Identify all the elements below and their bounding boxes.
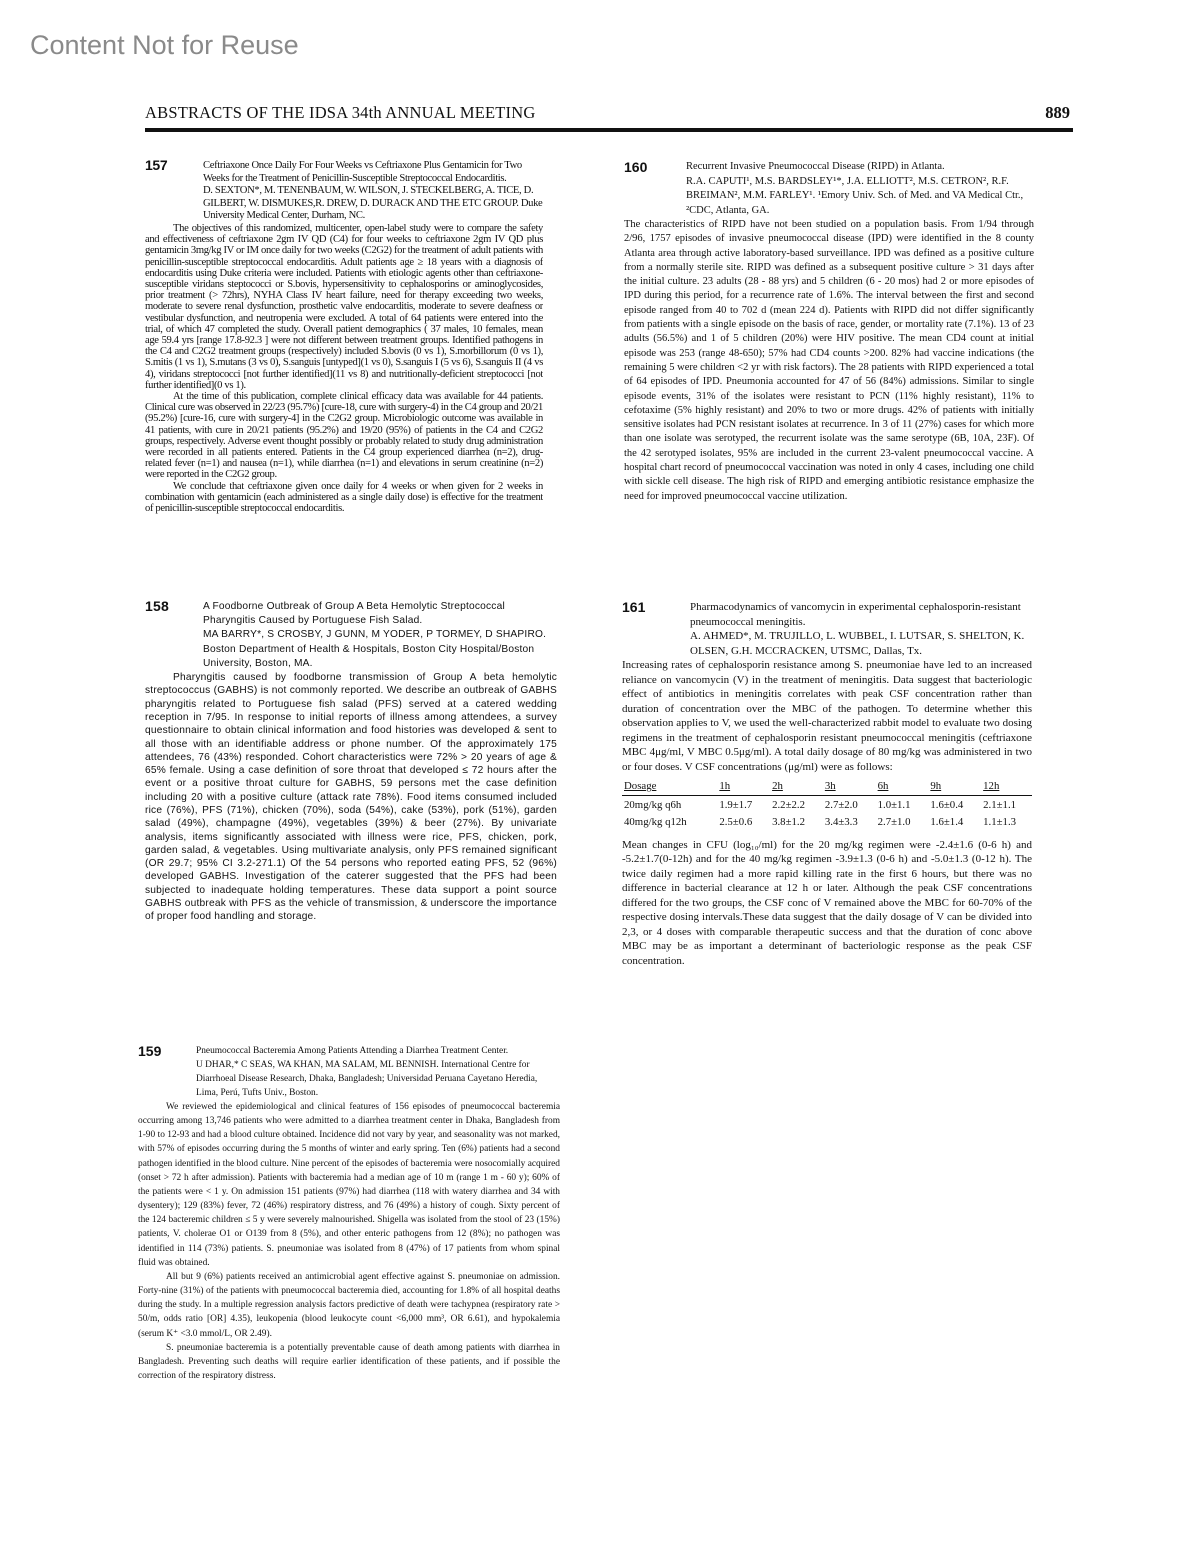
abstract-affiliation: Boston Department of Health & Hospitals, Boston City Hospital/Boston University, Boston, MA. — [203, 643, 535, 669]
table-cell: 1.6±0.4 — [930, 798, 964, 811]
watermark: Content Not for Reuse — [30, 30, 299, 60]
abstract-authors: U DHAR,* C SEAS, WA KHAN, MA SALAM, ML BENNISH. — [196, 1060, 439, 1070]
paragraph: Increasing rates of cephalosporin resistance among S. pneumoniae have led to an increased reliance on vancomycin (V) in the treatment of meningitis. Data suggest that bacteriologic effect of antibiotics in meningitis correlates with peak CSF concentration rather than duration of concentration over the MBC of the pathogen. To determine whether this observation applies to V, we used the well-characterized rabbit model to evaluate two dosing regimens in the treatment of cephalosporin resistant pneumococcal meningitis (ceftriaxone MBC 4μg/ml, V MBC 0.5μg/ml). A total daily dosage of 80 mg/kg was administered in two or four doses. V CSF concentrations (μg/ml) were as follows: — [622, 659, 1032, 773]
abstract-authors: D. SEXTON*, M. TENENBAUM, W. WILSON, J. STECKELBERG, A. TICE, D. GILBERT, W. DISMUKES,R. DREW, D. DURACK AND THE ETC GROUP. — [203, 185, 534, 209]
table-cell: 20mg/kg q6h — [624, 798, 682, 811]
abstract-number: 161 — [622, 600, 646, 615]
abstract-157 — [145, 160, 543, 560]
table-cell: 2.7±1.0 — [877, 815, 911, 828]
table-cell: 1.6±1.4 — [930, 815, 964, 828]
paragraph: S. pneumoniae bacteremia is a potentially preventable cause of death among patients with diarrhea in Bangladesh. Preventing such deaths will require earlier identification of these patients, and if possible the correction of the respiratory distress. — [138, 1342, 560, 1381]
abstract-161 — [622, 600, 1032, 1040]
table-header-cell: 9h — [928, 778, 981, 795]
abstract-body — [624, 218, 1034, 504]
abstract-title: Pneumococcal Bacteremia Among Patients Attending a Diarrhea Treatment Center. — [196, 1046, 509, 1056]
abstract-159 — [138, 1044, 560, 1464]
abstract-authors: A. AHMED*, M. TRUJILLO, L. WUBBEL, I. LUTSAR, S. SHELTON, K. OLSEN, G.H. MCCRACKEN, — [690, 630, 1025, 657]
abstract-title: Pharmacodynamics of vancomycin in experimental cephalosporin-resistant pneumococcal meningitis. — [690, 601, 1021, 628]
abstract-authors: R.A. CAPUTI¹, M.S. BARDSLEY¹*, J.A. ELLIOTT², M.S. CETRON², R.F. BREIMAN², M.M. FARLEY¹. — [686, 175, 1009, 201]
table-cell: 3.4±3.3 — [824, 815, 858, 828]
paragraph: Mean changes in CFU (log₁₀/ml) for the 20 mg/kg regimen were -2.4±1.6 (0-6 h) and -5.2±1.7(0-12h) and for the 40 mg/kg regimen -3.9±1.3 (0-6 h) and -5.0±1.3 (0-12 h). The twice daily regimen had a more rapid killing rate in the first 6 hours, but there was no difference in bacterial clearance at 12 h or later. Although the peak CSF concentrations differed for the two groups, the CSF conc of V remained above the MBC for 60-70% of the respective dosing intervals.These data suggest that the daily dosage of V can be divided into 2,3, or 4 doses with comparable therapeutic success and that the duration of conc above MBC may be as important a determinant of bacteriologic response as the peak CSF concentration. — [622, 838, 1032, 967]
table-cell: 40mg/kg q12h — [624, 815, 687, 828]
table-row — [622, 795, 1032, 813]
table-header-cell: 2h — [770, 778, 823, 795]
paragraph: At the time of this publication, complete clinical efficacy data was available for 44 patients. Clinical cure was observed in 22/23 (95.7%) [cure-18, cure with surgery-4) in the C4 group and 20/21 (95.2%) [cure-16, cure with surgery-4] in the C2G2 group. Microbiologic outcome was available in 41 patients, with cure in 20/21 patients (95.2%) and 19/20 (95%) of patients in the C4 and C2G2 groups, respectively. Adverse event thought possibly or probably related to study drug administration were recorded in all patients entered. Patients in the C4 group experienced diarrhea (n=2), drug-related fever (n=1) and nausea (n=1), while diarrhea (n=1) and elevations in serum creatinine (n=2) were reported in the C2G2 group. — [145, 391, 543, 481]
table-row — [622, 813, 1032, 830]
table-cell: 2.7±2.0 — [824, 798, 858, 811]
table-cell: 2.5±0.6 — [719, 815, 753, 828]
journal-title: ABSTRACTS OF THE IDSA 34th ANNUAL MEETING — [145, 103, 536, 122]
vancomycin-csf-table — [622, 778, 1032, 830]
abstract-affiliation: UTSMC, Dallas, Tx. — [830, 644, 923, 657]
abstract-title-block — [690, 600, 1032, 658]
table-cell: 2.2±2.2 — [772, 798, 805, 811]
abstract-title-block — [196, 1044, 560, 1100]
paragraph: Pharyngitis caused by foodborne transmission of Group A beta hemolytic streptococcus (GABHS) is not commonly reported. We describe an outbreak of GABHS pharyngitis related to Portuguese fish salad (PFS) served at a catered wedding reception in 7/95. In response to initial reports of illness among attendees, a survey questionnaire to obtain clinical information and food histories was developed & sent to all those with an identifiable address or phone number. Of the approximately 175 attendees, 76 (43%) responded. Cohort characteristics were 72% > 20 years of age & 65% female. Using a case definition of sore throat that developed ≤ 72 hours after the event or a positive throat culture for GABHS, 59 persons met the case definition including 20 with a positive culture (attack rate 78%). Food items consumed included rice (76%), PFS (71%), chicken (70%), soda (54%), cake (53%), pork (51%), garden salad (49%), champagne (49%), vegetables (39%) & beer (27%). By univariate analysis, items significantly associated with illness were rice, PFS, chicken, pork, garden salad, & vegetables. Using multivariate analysis, only PFS remained significant (OR 29.7; 95% CI 3.2-271.1) Of the 54 persons who reported eating PFS, 52 (96%) developed GABHS. Investigation of the caterer suggested that the PFS had been subjected to inadequate holding temperatures. These data support a point source GABHS outbreak with PFS as the vehicle of transmission, & underscore the importance of proper food handling and storage. — [145, 672, 557, 923]
abstract-body — [138, 1100, 560, 1383]
abstract-title-block — [686, 160, 1034, 218]
table-header-row — [622, 778, 1032, 795]
abstract-title-block — [203, 600, 557, 671]
abstract-title-block — [203, 160, 543, 223]
abstract-body — [145, 223, 543, 514]
paragraph: We reviewed the epidemiological and clinical features of 156 episodes of pneumococcal bacteremia occurring among 13,746 patients who were admitted to a diarrhea treatment center in Dhaka, Bangladesh from 1-90 to 12-93 and had a blood culture obtained. Incidence did not vary by year, and seasonality was not marked, with 57% of episodes occurring during the 5 months of winter and early spring. Ten (6%) patients had a second pathogen identified in the blood culture. Nine percent of the episodes of bacteremia were nosocomially acquired (onset > 72 h after admission). Patients with bacteremia had a median age of 10 m (range 1 m - 60 y); 60% of the patients were < 1 y. On admission 151 patients (97%) had diarrhea (118 with watery diarrhea and 34 with dysentery); 129 (83%) fever, 72 (46%) respiratory distress, and 76 (49%) a history of cough. Sixty percent of the 124 bacteremic children ≤ 5 y were severely malnourished. Shigella was isolated from the stool of 23 (15%) patients, V. cholerae O1 or O139 from 8 (5%), and other enteric pathogens from 12 (8%); no pathogen was identified in 114 (73%) patients. S. pneumoniae was isolated from 8 (47%) of 17 patients from whom spinal fluid was obtained. — [138, 1102, 560, 1268]
paragraph: The characteristics of RIPD have not been studied on a population basis. From 1/94 through 2/96, 1757 episodes of invasive pneumococcal disease (IPD) were identified in the 8 county Atlanta area through active laboratory-based surveillance. IPD was defined as a positive culture from a normally sterile site. RIPD was defined as a subsequent positive culture > 31 days after the initial culture. 23 adults (28 - 88 yrs) and 5 children (6 - 20 mos) had 2 or more episodes of IPD during this period, for a recurrence rate of 1.6%. The interval between the first and second episode ranged from 40 to 702 d (mean 224 d). Patients with RIPD did not differ significantly from patients with a single episode on the basis of race, gender, or mortality rate (7.1%). 13 of 23 adults (56.5%) and 1 of 5 children (20%) were HIV positive. The mean CD4 count at initial episode was 253 (range 48-650); 57% had CD4 counts >200. 82% had vaccine indications (the remaining 5 were children <2 yr with risk factors). The 28 patients with RIPD experienced a total of 64 episodes of IPD. Pneumonia accounted for 47 of 56 (84%) admissions. Similar to single episode events, 31% of the isolates were resistant to PCN (11% highly resistant), 11% to cefotaxime (5% highly resistant) and 20% to two or more drugs. 42% of patients with initially sensitive isolates had PCN resistant isolates at recurrence. In 3 of 11 (27%) cases for which more than one isolate was serotyped, the recurrent isolate was the same serotype (6B, 10A, 23F). Of the 42 serotyped isolates, 95% are included in the current 23-valent pneumococcal vaccine. A hospital chart record of pneumococcal vaccination was noted in only 4 cases, including one child with sickle cell disease. The high risk of RIPD and emerging antibiotic resistance emphasize the need for improved pneumococcal vaccine utilization. — [624, 219, 1034, 502]
paragraph: The objectives of this randomized, multicenter, open-label study were to compare the safety and effectiveness of ceftriaxone 2gm IV QD (C4) for four weeks to ceftriaxone 2gm IV QD plus gentamicin 3mg/kg IV or IM once daily for two weeks (C2G2) for the treatment of adult patients with penicillin-susceptible streptococcal endocarditis. Adult patients age ≥ 18 years with a diagnosis of endocarditis using Duke criteria were included. Patients with etiologic agents other than ceftriaxone-susceptible viridans steptococci or S.bovis, hypersensitivity to cephalosporins or aminoglycosides, prior treatment (> 72hrs), NYHA Class IV heart failure, need for therapy exceeding two weeks, moderate to severe renal dysfunction, prosthetic valve endocarditis, moderate to severe deafness or vestibular dysfunction, and neutropenia were excluded. A total of 64 patients were entered into the trial, of which 47 completed the study. Overall patient demographics ( 37 males, 10 females, mean age 59.4 yrs [range 17.8-92.3 ] were not different between treatment groups. Identified pathogens in the C4 and C2G2 treatment groups (respectively) included S.bovis (0 vs 1), S.morbillorum (0 vs 1), S.mitis (1 vs 1), S.mutans (3 vs 0), S.sanguis [untyped](1 vs 0), S.sanguis I (5 vs 6), S.sanguis II (4 vs 4), viridans streptococci [not further identified](11 vs 8) and nutritionally-deficient streptococci [not further identified](0 vs 1). — [145, 222, 543, 391]
abstract-body — [145, 671, 557, 924]
abstract-affiliation: International Centre for Diarrhoeal Disease Research, Dhaka, Bangladesh; Universidad Peruana Cayetano Heredia, Lima, Perú, Tufts Univ., Boston. — [196, 1060, 538, 1098]
table-header-cell: 1h — [717, 778, 770, 795]
abstract-affiliation: Duke University Medical Center, Durham, NC. — [203, 197, 543, 222]
table-cell: 2.1±1.1 — [983, 798, 1017, 811]
abstract-body — [622, 658, 1032, 968]
table-header-cell: 3h — [823, 778, 876, 795]
table-cell: 3.8±1.2 — [772, 815, 805, 828]
table-cell: 1.9±1.7 — [719, 798, 753, 811]
paragraph: We conclude that ceftriaxone given once daily for 4 weeks or when given for 2 weeks in combination with gentamicin (each administered as a single daily dose) is effective for the treatment of penicillin-susceptible streptococcal endocarditis. — [145, 480, 543, 515]
abstract-title: Ceftriaxone Once Daily For Four Weeks vs Ceftriaxone Plus Gentamicin for Two Weeks for the Treatment of Penicillin-Susceptible Streptococcal Endocarditis. — [203, 160, 522, 184]
table-cell: 1.1±1.3 — [983, 815, 1017, 828]
abstract-title: Recurrent Invasive Pneumococcal Disease (RIPD) in Atlanta. — [686, 161, 945, 172]
abstract-number: 159 — [138, 1044, 162, 1059]
table-cell: 1.0±1.1 — [877, 798, 911, 811]
paragraph: All but 9 (6%) patients received an antimicrobial agent effective against S. pneumoniae on admission. Forty-nine (31%) of the patients with pneumococcal bacteremia died, accounting for 1.8% of all hospital deaths during the study. In a multiple regression analysis factors predictive of death were tachypnea (respiratory rate > 50/m, odds ratio [OR] 4.35), leukopenia (blood leukocyte count <6,000 mm³, OR 6.61), and hypokalemia (serum K⁺ <3.0 mmol/L, OR 2.49). — [138, 1271, 560, 1339]
abstract-number: 157 — [145, 160, 168, 173]
abstract-number: 158 — [145, 600, 169, 614]
abstract-title: A Foodborne Outbreak of Group A Beta Hemolytic Streptococcal Pharyngitis Caused by Portuguese Fish Salad. — [203, 601, 505, 627]
page-number: 889 — [1045, 103, 1070, 122]
abstract-affiliation: ¹Emory Univ. Sch. of Med. and VA Medical Ctr., ²CDC, Atlanta, GA. — [686, 190, 1024, 216]
header-rule — [145, 128, 1073, 132]
abstract-158 — [145, 600, 557, 1025]
table-header-cell: 6h — [876, 778, 929, 795]
abstract-authors: MA BARRY*, S CROSBY, J GUNN, M YODER, P TORMEY, D SHAPIRO. — [203, 629, 547, 641]
abstract-160 — [624, 160, 1034, 570]
abstract-number: 160 — [624, 160, 648, 175]
table-header-cell: Dosage — [622, 778, 717, 795]
page-header — [145, 103, 1070, 125]
table-header-cell: 12h — [981, 778, 1032, 795]
